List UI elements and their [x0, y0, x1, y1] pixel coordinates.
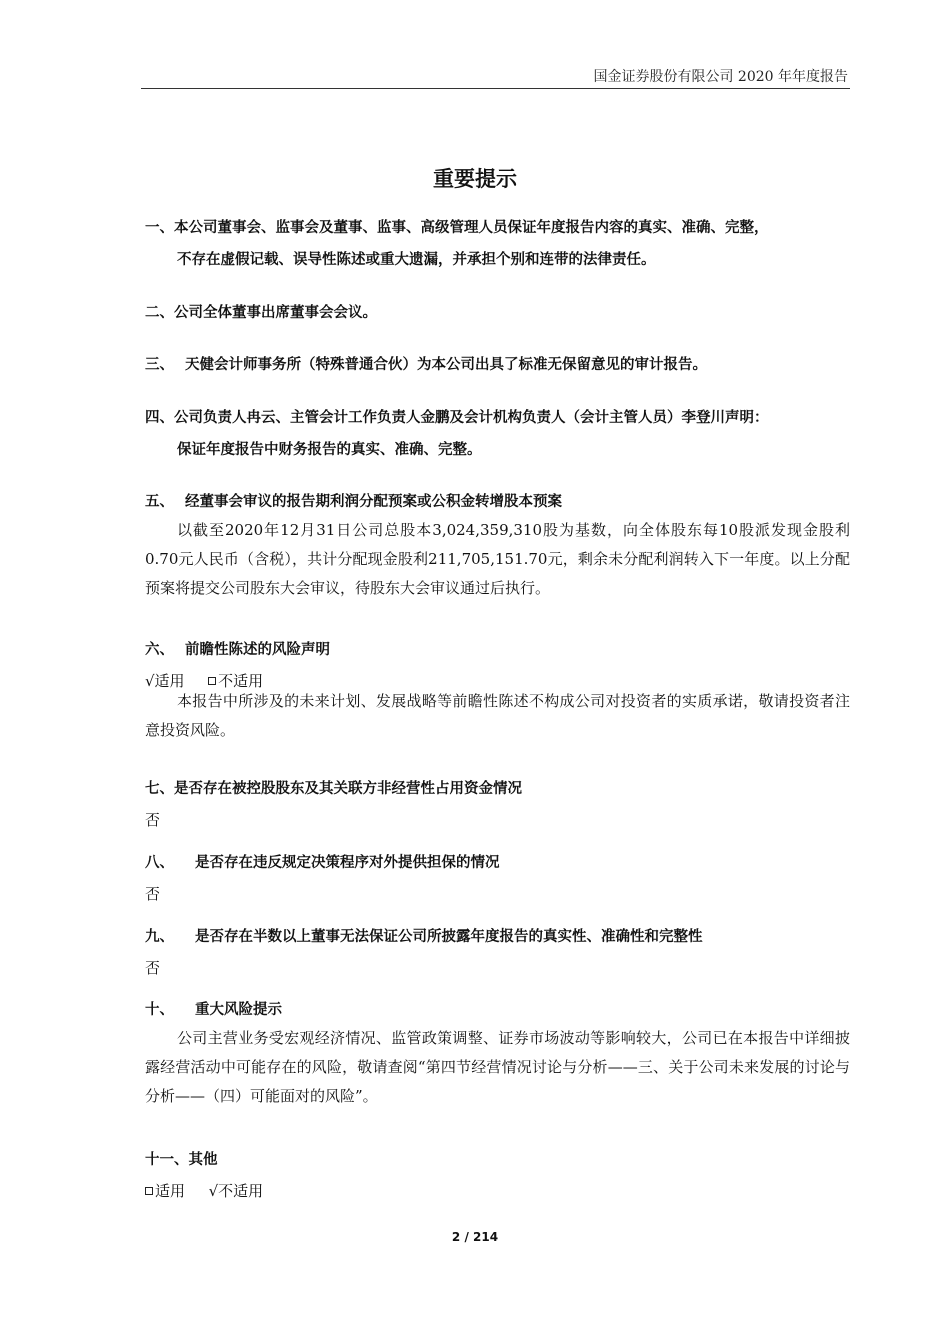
section-5-number: 五、	[145, 494, 174, 510]
page-number: 2 / 214	[451, 1230, 499, 1244]
section-3-number: 三、	[145, 357, 174, 373]
unchecked-box-icon	[145, 1187, 153, 1195]
section-2-line: 二、公司全体董事出席董事会会议。	[145, 305, 377, 321]
unchecked-box-icon	[208, 677, 216, 685]
header-rule	[141, 88, 850, 89]
section-10-heading-text: 重大风险提示	[195, 1002, 282, 1018]
section-9-heading-text: 是否存在半数以上董事无法保证公司所披露年度报告的真实性、准确性和完整性	[195, 929, 703, 945]
section-6-not-applicable: 不适用	[218, 672, 264, 690]
section-10-number: 十、	[145, 1002, 174, 1018]
section-11-applicability	[145, 1180, 263, 1201]
section-9-number: 九、	[145, 929, 174, 945]
section-11-applicable: 适用	[155, 1182, 186, 1200]
section-8-answer: 否	[145, 885, 161, 903]
section-10-body: 公司主营业务受宏观经济情况、监管政策调整、证券市场波动等影响较大，公司已在本报告中详细披露经营活动中可能存在的风险，敬请查阅“第四节经营情况讨论与分析——三、关于公司未来发展的讨论与分析——（四）可能面对的风险”。	[145, 1029, 850, 1105]
section-5-heading-text: 经董事会审议的报告期利润分配预案或公积金转增股本预案	[185, 494, 562, 510]
section-6-body: 本报告中所涉及的未来计划、发展战略等前瞻性陈述不构成公司对投资者的实质承诺，敬请投资者注意投资风险。	[145, 692, 850, 739]
section-9-heading	[145, 925, 703, 946]
section-7-answer: 否	[145, 811, 161, 829]
report-header: 国金证券股份有限公司 2020 年年度报告	[593, 69, 848, 85]
section-7-heading: 七、是否存在被控股股东及其关联方非经营性占用资金情况	[145, 781, 522, 797]
section-5-heading	[145, 490, 562, 511]
section-11-not-applicable: √不适用	[208, 1182, 264, 1200]
section-4-line-2: 保证年度报告中财务报告的真实、准确、完整。	[177, 442, 482, 458]
section-3-line	[145, 353, 707, 374]
section-4-line-1: 四、公司负责人冉云、主管会计工作负责人金鹏及会计机构负责人（会计主管人员）李登川声明：	[145, 410, 769, 426]
page-title: 重要提示	[433, 167, 517, 191]
section-11-heading: 十一、其他	[145, 1152, 218, 1168]
section-10-heading	[145, 998, 282, 1019]
section-5-body: 以截至2020年12月31日公司总股本3,024,359,310股为基数，向全体股东每10股派发现金股利0.70元人民币（含税），共计分配现金股利211,705,151.70元，剩余未分配利润转入下一年度。以上分配预案将提交公司股东大会审议，待股东大会审议通过后执行。	[145, 521, 850, 597]
section-8-number: 八、	[145, 855, 174, 871]
section-6-heading	[145, 638, 330, 659]
section-9-answer: 否	[145, 959, 161, 977]
section-1-line-1: 一、本公司董事会、监事会及董事、监事、高级管理人员保证年度报告内容的真实、准确、完整，	[145, 220, 769, 236]
section-6-applicable: √适用	[145, 672, 185, 690]
section-3-text: 天健会计师事务所（特殊普通合伙）为本公司出具了标准无保留意见的审计报告。	[185, 357, 707, 373]
section-8-heading-text: 是否存在违反规定决策程序对外提供担保的情况	[195, 855, 500, 871]
section-6-number: 六、	[145, 642, 174, 658]
section-8-heading	[145, 851, 500, 872]
section-6-heading-text: 前瞻性陈述的风险声明	[185, 642, 330, 658]
section-1-line-2: 不存在虚假记载、误导性陈述或重大遗漏，并承担个别和连带的法律责任。	[177, 252, 656, 268]
